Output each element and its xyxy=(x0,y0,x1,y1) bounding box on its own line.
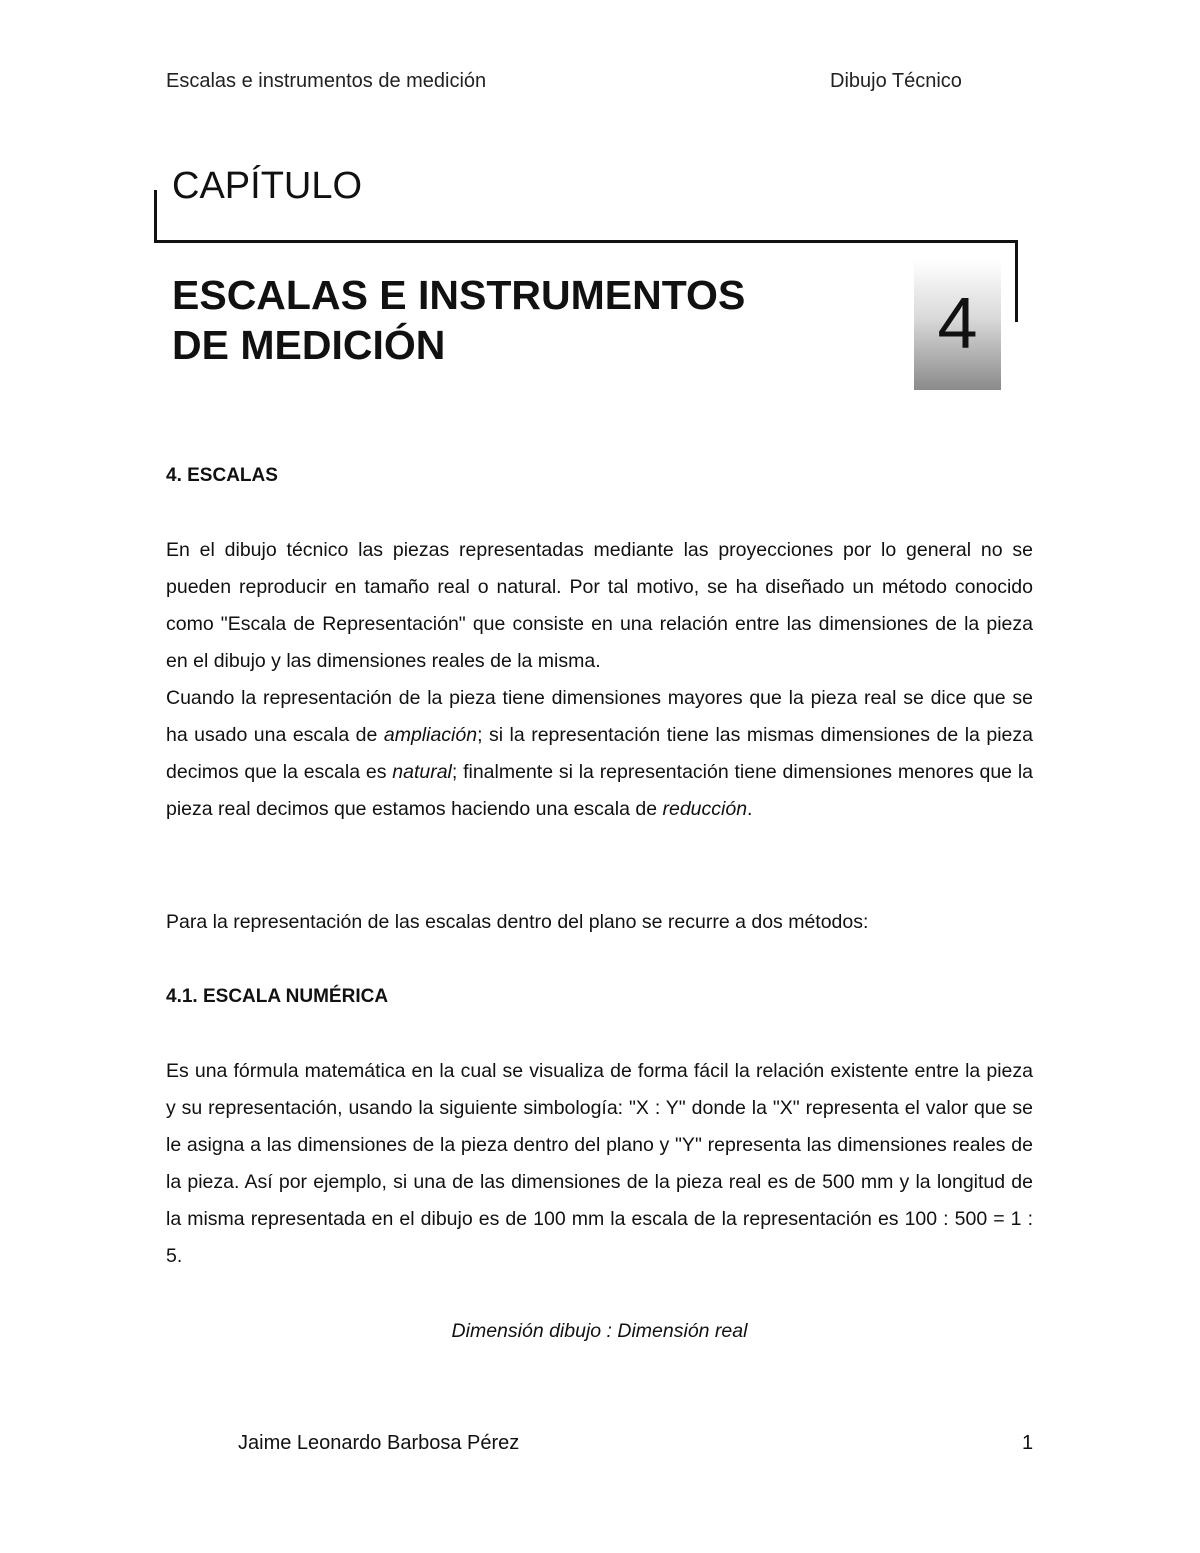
section-heading-escalas: 4. ESCALAS xyxy=(166,465,278,486)
text-span: Cuando la representación de la pieza tiene dimensiones mayores que la pieza real se dice que se ha usado una escala de xyxy=(166,687,1033,746)
formula: Dimensión dibujo : Dimensión real xyxy=(451,1320,748,1342)
footer-author: Jaime Leonardo Barbosa Pérez xyxy=(238,1432,520,1454)
chapter-title xyxy=(172,270,745,370)
section-heading-escala-numerica: 4.1. ESCALA NUMÉRICA xyxy=(166,986,389,1007)
page-number: 1 xyxy=(1022,1432,1034,1454)
chapter-frame-top xyxy=(154,240,1018,243)
paragraph-intro: En el dibujo técnico las piezas representadas mediante las proyecciones por lo general no se pueden reproducir en tamaño real o natural. Por tal motivo, se ha diseñado un método conocido como "Escala de Representación" que consiste en una relación entre las dimensiones de la pieza en el dibujo y las dimensiones reales de la misma. xyxy=(166,539,1033,672)
paragraph-methods: Para la representación de las escalas dentro del plano se recurre a dos métodos: xyxy=(166,911,869,933)
header-subject: Dibujo Técnico xyxy=(830,70,962,92)
chapter-title-line2: DE MEDICIÓN xyxy=(172,322,446,368)
term-natural: natural xyxy=(392,761,452,783)
chapter-number: 4 xyxy=(937,284,978,364)
text-span: ; finalmente si la representación tiene dimensiones menores que la pieza real decimos que estamos haciendo una escala de xyxy=(166,761,1033,820)
paragraph-numeric-scale: Es una fórmula matemática en la cual se visualiza de forma fácil la relación existente entre la pieza y su representación, usando la siguiente simbología: "X : Y" donde la "X" representa el valor que se le asigna a las dimensiones de la pieza dentro del plano y "Y" representa las dimensiones reales de la pieza. Así por ejemplo, si una de las dimensiones de la pieza real es de 500 mm y la longitud de la misma representada en el dibujo es de 100 mm la escala de la representación es 100 : 500 = 1 : 5. xyxy=(166,1060,1033,1267)
text-span: ; si la representación tiene las mismas dimensiones de la pieza decimos que la escala es xyxy=(166,724,1033,783)
chapter-frame-right xyxy=(1015,240,1018,322)
term-reduccion: reducción xyxy=(662,798,748,820)
header-title: Escalas e instrumentos de medición xyxy=(166,70,487,92)
chapter-frame-left xyxy=(154,190,157,242)
paragraph-scale-types xyxy=(166,680,1033,828)
chapter-title-line1: ESCALAS E INSTRUMENTOS xyxy=(172,272,746,318)
term-ampliacion: ampliación xyxy=(383,724,478,746)
chapter-label: CAPÍTULO xyxy=(172,165,363,207)
text-span: . xyxy=(747,798,753,820)
